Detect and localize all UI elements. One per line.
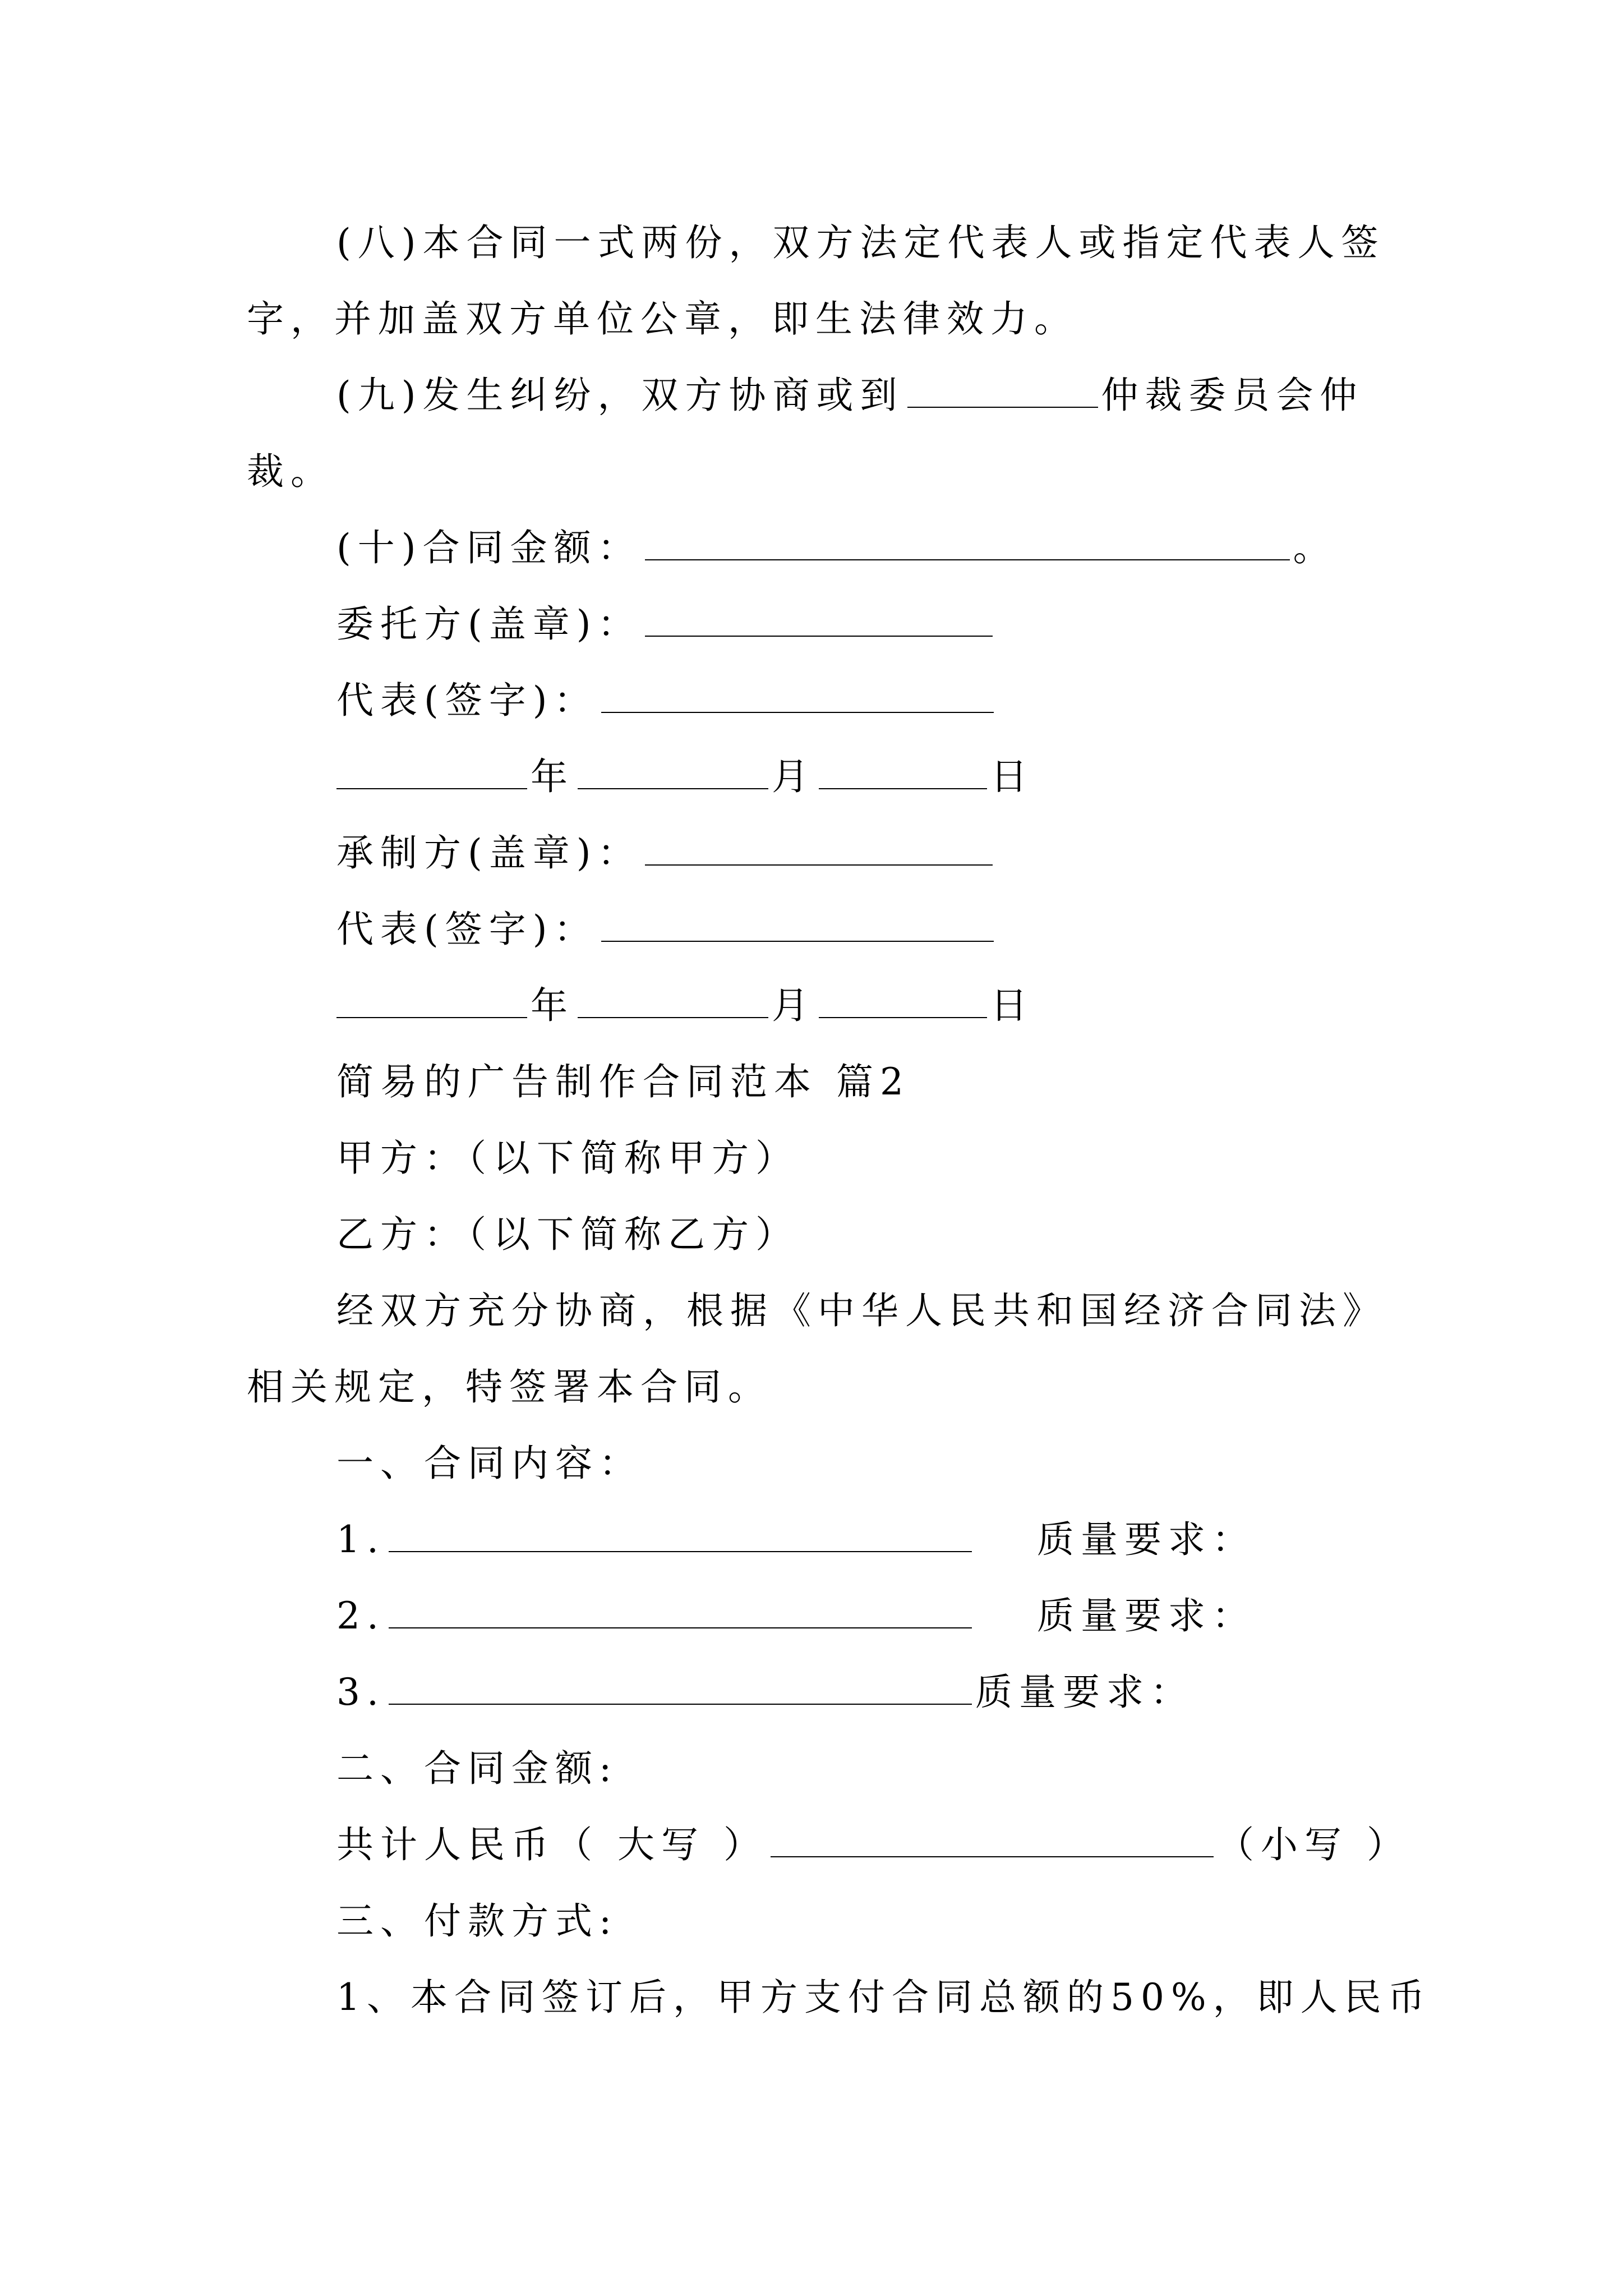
item-2-blank[interactable] bbox=[389, 1590, 972, 1628]
contractor-year-blank[interactable] bbox=[336, 980, 527, 1018]
contractor-rep-blank[interactable] bbox=[601, 904, 994, 942]
client-year-blank[interactable] bbox=[336, 751, 527, 789]
preamble-line-1 bbox=[336, 1283, 1386, 1339]
client-rep-line bbox=[336, 673, 997, 729]
contractor-day-blank[interactable] bbox=[819, 980, 987, 1018]
contractor-date-line bbox=[336, 978, 1034, 1034]
party-b-line bbox=[336, 1207, 799, 1263]
clause-10-line bbox=[336, 520, 1337, 576]
party-a-line bbox=[336, 1130, 799, 1186]
party-b-text: 乙方：（以下简称乙方） bbox=[336, 1213, 799, 1256]
section-title-text: 简易的广告制作合同范本 篇2 bbox=[336, 1060, 910, 1103]
client-day-label: 日 bbox=[990, 755, 1034, 798]
clause-9-line-1 bbox=[336, 367, 1364, 424]
item-3-quality-label: 质量要求： bbox=[975, 1671, 1194, 1714]
arbitration-blank[interactable] bbox=[907, 370, 1098, 408]
item-2-number: 2. bbox=[336, 1594, 385, 1637]
contract-amount-label: (十)合同金额： bbox=[336, 526, 642, 569]
contractor-month-label: 月 bbox=[772, 984, 815, 1027]
clause-8-text-1: (八)本合同一式两份，双方法定代表人或指定代表人签 bbox=[336, 221, 1385, 264]
item-1-number: 1. bbox=[336, 1518, 385, 1561]
item-1-blank[interactable] bbox=[389, 1514, 972, 1552]
client-month-blank[interactable] bbox=[578, 751, 768, 789]
amount-blank[interactable] bbox=[771, 1819, 1214, 1857]
contractor-rep-line bbox=[336, 901, 997, 958]
client-seal-line bbox=[336, 596, 996, 652]
item-3-number: 3. bbox=[336, 1671, 385, 1714]
clause-8-line-1 bbox=[336, 215, 1385, 271]
clause-9-line-2 bbox=[247, 444, 334, 500]
contractor-day-label: 日 bbox=[990, 984, 1034, 1027]
item-3-blank[interactable] bbox=[389, 1667, 972, 1705]
client-year-label: 年 bbox=[531, 755, 574, 798]
content-heading-text: 一、合同内容： bbox=[336, 1442, 643, 1485]
clause-9-text-1b: 仲裁委员会仲 bbox=[1101, 374, 1364, 417]
content-heading bbox=[336, 1435, 643, 1492]
amount-heading bbox=[336, 1741, 618, 1797]
amount-heading-text: 二、合同金额: bbox=[336, 1747, 619, 1790]
contractor-seal-line bbox=[336, 825, 996, 881]
client-rep-label: 代表(签字)： bbox=[336, 679, 598, 722]
clause-9-text-2: 裁。 bbox=[247, 450, 334, 493]
amount-line bbox=[336, 1817, 1410, 1873]
contractor-year-label: 年 bbox=[531, 984, 574, 1027]
item-1-quality-label: 质量要求： bbox=[1036, 1518, 1256, 1561]
payment-heading-text: 三、付款方式: bbox=[336, 1899, 619, 1943]
client-seal-label: 委托方(盖章)： bbox=[336, 602, 642, 646]
content-item-3 bbox=[336, 1664, 1194, 1720]
preamble-text-1: 经双方充分协商，根据《中华人民共和国经济合同法》 bbox=[336, 1289, 1386, 1332]
client-day-blank[interactable] bbox=[819, 751, 987, 789]
item-2-quality-label: 质量要求： bbox=[1036, 1594, 1256, 1637]
payment-text-1: 1、本合同签订后，甲方支付合同总额的50%，即人民币 bbox=[336, 1976, 1432, 2019]
contract-amount-end: 。 bbox=[1293, 526, 1337, 569]
client-seal-blank[interactable] bbox=[645, 599, 993, 637]
payment-line-1 bbox=[336, 1970, 1432, 2026]
preamble-line-2 bbox=[247, 1359, 772, 1415]
clause-9-text-1a: (九)发生纠纷，双方协商或到 bbox=[336, 374, 904, 417]
contractor-seal-label: 承制方(盖章)： bbox=[336, 831, 642, 875]
amount-lowercase-label: （小写 ） bbox=[1216, 1823, 1410, 1866]
amount-uppercase-label: 共计人民币（ 大写 ） bbox=[336, 1823, 767, 1866]
preamble-text-2: 相关规定，特签署本合同。 bbox=[247, 1365, 772, 1409]
client-month-label: 月 bbox=[772, 755, 815, 798]
contract-amount-blank[interactable] bbox=[645, 522, 1290, 560]
contractor-month-blank[interactable] bbox=[578, 980, 768, 1018]
contractor-rep-label: 代表(签字)： bbox=[336, 908, 598, 951]
client-date-line bbox=[336, 749, 1034, 805]
clause-8-text-2: 字，并加盖双方单位公章，即生法律效力。 bbox=[247, 297, 1078, 341]
payment-heading bbox=[336, 1893, 618, 1949]
client-rep-blank[interactable] bbox=[601, 675, 994, 713]
content-item-2 bbox=[336, 1588, 1256, 1644]
clause-8-line-2 bbox=[247, 291, 1078, 347]
contractor-seal-blank[interactable] bbox=[645, 827, 993, 866]
content-item-1 bbox=[336, 1512, 1256, 1568]
party-a-text: 甲方：（以下简称甲方） bbox=[336, 1137, 799, 1180]
section-title bbox=[336, 1054, 910, 1110]
